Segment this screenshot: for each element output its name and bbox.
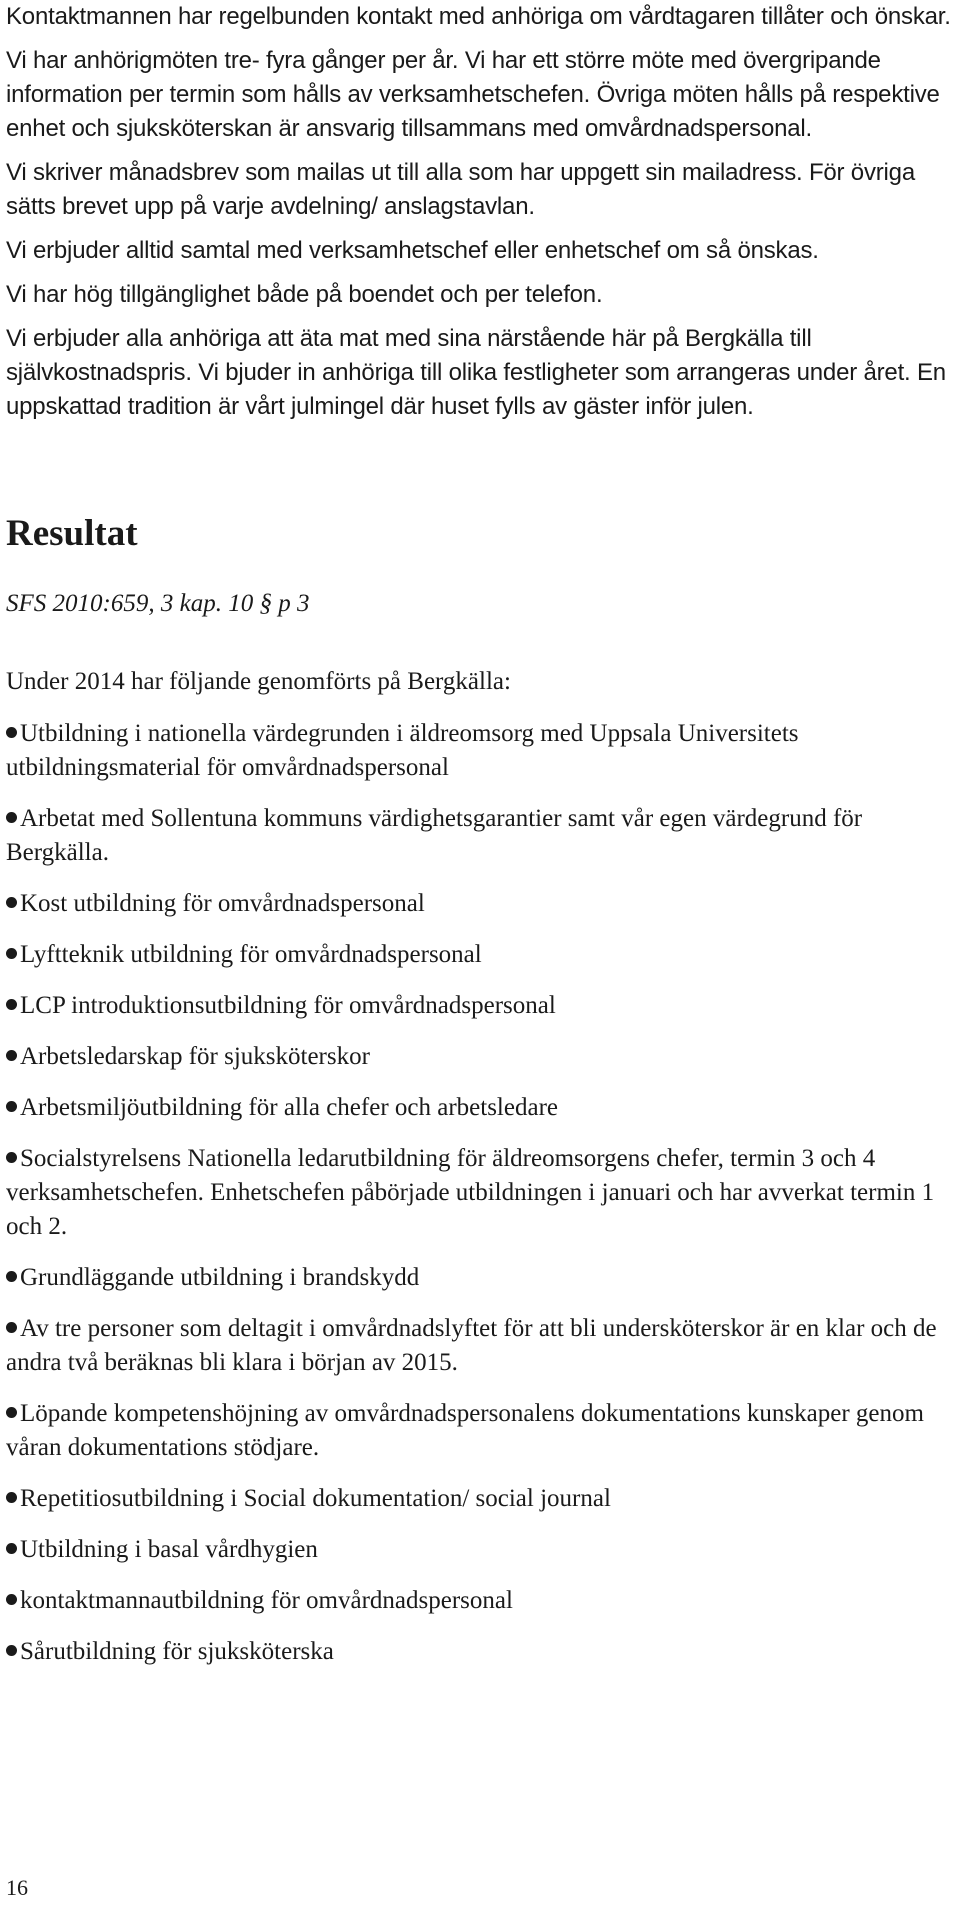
- list-item: Av tre personer som deltagit i omvårdnadslyftet för att bli undersköterskor är en klar och de andra två beräknas bli klara i början av 2015.: [6, 1314, 937, 1376]
- bullet-icon: [6, 948, 17, 959]
- bullet-icon: [6, 1492, 17, 1503]
- list-item: Lyftteknik utbildning för omvårdnadspersonal: [6, 938, 951, 972]
- list-item: Arbetsledarskap för sjuksköterskor: [6, 1040, 951, 1074]
- list-item: Utbildning i nationella värdegrunden i äldreomsorg med Uppsala Universitets utbildningsmaterial för omvårdnadspersonal: [6, 719, 799, 781]
- list-item: Kost utbildning för omvårdnadspersonal: [6, 887, 951, 921]
- list-item: kontaktmannautbildning för omvårdnadspersonal: [6, 1584, 951, 1618]
- bullet-icon: [6, 897, 17, 908]
- paragraph-relatives-meetings: Vi har anhörigmöten tre- fyra gånger per år. Vi har ett större möte med övergripande information per termin som hålls av verksamhetschefen. Övriga möten hålls på respektive enhet och sjuksköterskan är ansvarig tillsammans med omvårdnadspersonal.: [6, 47, 940, 142]
- bullet-icon: [6, 1407, 17, 1418]
- bullet-icon: [6, 1322, 17, 1333]
- law-reference: SFS 2010:659, 3 kap. 10 § p 3: [6, 589, 310, 617]
- list-item: Arbetat med Sollentuna kommuns värdighetsgarantier samt vår egen värdegrund för Bergkälla.: [6, 804, 863, 866]
- paragraph-monthly-letter: Vi skriver månadsbrev som mailas ut till alla som har uppgett sin mailadress. För övriga sätts brevet upp på varje avdelning/ anslagstavlan.: [6, 159, 915, 220]
- paragraph-meals-events: Vi erbjuder alla anhöriga att äta mat med sina närstående här på Bergkälla till självkostnadspris. Vi bjuder in anhöriga till olika festligheter som arrangeras under året. En uppskattad tradition är vårt julmingel där huset fylls av gäster inför julen.: [6, 325, 946, 420]
- list-item: LCP introduktionsutbildning för omvårdnadspersonal: [6, 989, 951, 1023]
- bullet-icon: [6, 1645, 17, 1656]
- page-number: 16: [6, 1875, 28, 1900]
- bullet-icon: [6, 1152, 17, 1163]
- paragraph-availability: Vi har hög tillgänglighet både på boendet och per telefon.: [6, 281, 603, 308]
- bullet-icon: [6, 727, 17, 738]
- bullet-icon: [6, 812, 17, 823]
- list-item: Socialstyrelsens Nationella ledarutbildning för äldreomsorgens chefer, termin 3 och 4 verksamhetschefen. Enhetschefen påbörjade utbildningen i januari och har avverkat termin 1 och 2.: [6, 1144, 935, 1240]
- bullet-icon: [6, 1543, 17, 1554]
- list-item: Utbildning i basal vårdhygien: [6, 1533, 951, 1567]
- bullet-icon: [6, 1594, 17, 1605]
- paragraph-conversation-offer: Vi erbjuder alltid samtal med verksamhetschef eller enhetschef om så önskas.: [6, 237, 819, 264]
- list-item: Arbetsmiljöutbildning för alla chefer och arbetsledare: [6, 1091, 951, 1125]
- results-intro: Under 2014 har följande genomförts på Bergkälla:: [6, 667, 511, 695]
- bullet-icon: [6, 999, 17, 1010]
- paragraph-contact-person: Kontaktmannen har regelbunden kontakt med anhöriga om vårdtagaren tillåter och önskar.: [6, 3, 951, 30]
- bullet-icon: [6, 1050, 17, 1061]
- list-item: Löpande kompetenshöjning av omvårdnadspersonalens dokumentations kunskaper genom våran dokumentations stödjare.: [6, 1399, 924, 1461]
- relatives-contact-section: [6, 0, 951, 424]
- bullet-icon: [6, 1271, 17, 1282]
- list-item: Grundläggande utbildning i brandskydd: [6, 1261, 951, 1295]
- list-item: Repetitiosutbildning i Social dokumentation/ social journal: [6, 1482, 951, 1516]
- results-list: [6, 717, 951, 1669]
- section-heading-resultat: Resultat: [6, 513, 138, 554]
- bullet-icon: [6, 1101, 17, 1112]
- document-page: [6, 0, 951, 1669]
- list-item: Sårutbildning för sjuksköterska: [6, 1635, 951, 1669]
